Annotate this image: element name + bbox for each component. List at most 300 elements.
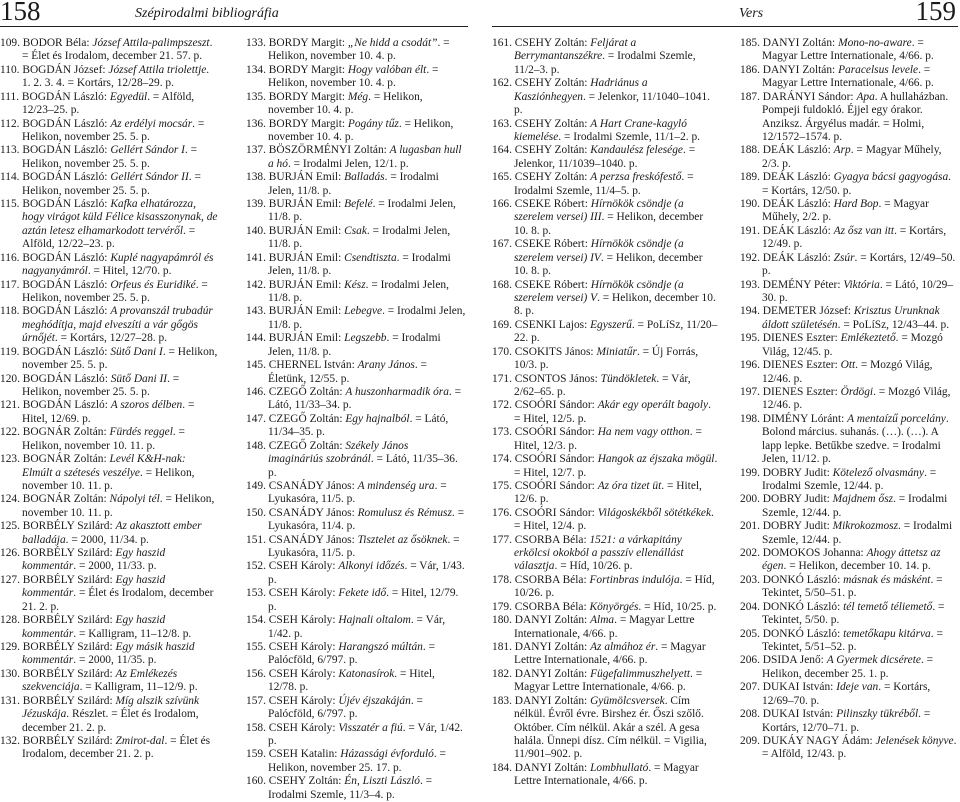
entry-title: Székely János imagináriús szobránál	[268, 439, 409, 466]
entry-source: . = Életünk, 12/55. p.	[268, 359, 427, 385]
entry-author: 152. CSEH Károly:	[246, 560, 339, 573]
right-page-number: 159	[915, 0, 956, 26]
entry-author: 146. CZEGŐ Zoltán:	[246, 385, 346, 398]
entry-title: temetőkapu kitárva	[843, 627, 931, 640]
entry-author: 189. DEÁK László:	[740, 171, 834, 184]
bibliography-entry	[492, 373, 718, 400]
bibliography-entry	[492, 426, 718, 453]
entry-source: . = Helikon, december 10. 14. p.	[783, 560, 931, 573]
entry-source: . = Új Forrás, 10/3. p.	[514, 345, 699, 372]
entry-title: A mentaízű porcelány	[847, 412, 946, 425]
entry-title: Kötelező olvasmány	[832, 466, 925, 479]
entry-source: . = Magyar Lettre Internationale, 4/66. p.	[762, 63, 934, 90]
entry-title: Tündökletek	[600, 372, 657, 385]
entry-author: 139. BURJÁN Emil:	[246, 198, 345, 211]
entry-author: 127. BORBÉLY Szilárd:	[0, 573, 116, 586]
entry-source: . = Helikon, november 25. 5. p.	[22, 372, 180, 398]
entry-author: 134. BORDY Margit:	[246, 63, 348, 76]
entry-author: 112. BOGDÁN László:	[0, 117, 111, 130]
bibliography-entry	[492, 77, 718, 117]
bibliography-entry	[0, 198, 218, 252]
entry-title: Házassági évforduló	[340, 748, 434, 761]
entry-author: 191. DEÁK László:	[740, 224, 834, 237]
entry-title: Egyszerű	[590, 318, 632, 331]
entry-title: Fürdés reggel	[109, 426, 173, 439]
bibliography-entry	[246, 118, 466, 145]
entry-source: . = Látó, 11/35–36. p.	[268, 453, 458, 479]
entry-source: . = Kortárs, 12/50. p.	[762, 171, 952, 197]
entry-author: 157. CSEH Károly:	[246, 694, 339, 707]
entry-author: 172. CSOÓRI Sándor:	[492, 399, 598, 412]
entry-source: . = Híd, 10/25. p.	[638, 600, 717, 613]
entry-author: 208. DUKAI István:	[740, 708, 837, 721]
entry-author: 205. DONKÓ László:	[740, 627, 844, 640]
entry-title: Zsúr	[833, 251, 855, 264]
entry-author: 178. CSORBA Béla:	[492, 573, 590, 586]
entry-author: 118. BOGDÁN László:	[0, 305, 111, 318]
entry-title: Egy haszid kommentár	[22, 573, 166, 600]
bibliography-entry	[0, 426, 218, 453]
bibliography-entry	[740, 628, 958, 655]
entry-title: Fekete idő	[338, 587, 387, 600]
entry-title: Jelenések könyve	[875, 734, 954, 747]
entry-author: 209. DUKÁY NAGY Ádám:	[740, 734, 876, 747]
entry-author: 207. DUKAI István:	[740, 681, 837, 694]
entry-author: 110. BOGDÁN József:	[0, 63, 109, 76]
bibliography-entry	[492, 641, 718, 668]
bibliography-entry	[246, 332, 466, 359]
bibliography-entry	[0, 547, 218, 574]
entry-source: . = Jelenkor, 11/1040–1041. p.	[514, 90, 711, 117]
entry-title: A provanszál trubadúr meghódítja, majd elveszíti a vár gőgös úrnőjét	[22, 305, 213, 345]
bibliography-entry	[0, 641, 218, 668]
entry-title: Lebegve	[344, 305, 383, 318]
entry-title: 1521: a várkapitány erkölcsi okokból a passzív ellenállást választja	[514, 533, 684, 573]
bibliography-entry	[246, 480, 466, 507]
bibliography-entry	[246, 413, 466, 440]
entry-author: 166. CSEKE Róbert:	[492, 198, 591, 211]
entry-source: . = Mozgó Világ, 12/46. p.	[762, 385, 951, 412]
entry-source: . = Helikon, november 10. 4. p.	[268, 117, 454, 143]
bibliography-entry	[246, 198, 466, 225]
entry-author: 141. BURJÁN Emil:	[246, 251, 345, 264]
entry-source: . = Híd, 10/26. p.	[514, 573, 715, 600]
bibliography-entry	[492, 668, 718, 695]
entry-author: 177. CSORBA Béla:	[492, 533, 590, 546]
bibliography-entry	[492, 198, 718, 238]
entry-title: Az akasztott ember balladája	[22, 520, 202, 546]
entry-author: 136. BORDY Margit:	[246, 117, 348, 130]
bibliography-entry	[0, 118, 218, 145]
bibliography-entry	[492, 171, 718, 198]
bibliography-entry	[740, 64, 958, 91]
entry-source: . = Irodalmi Jelen, 11/8. p.	[268, 198, 456, 224]
bibliography-entry	[246, 748, 466, 775]
entry-title: Pilinszky tükréből	[836, 708, 919, 721]
entry-source: . = 2000, 11/34. p.	[65, 533, 149, 546]
entry-title: Kandaulész felesége	[590, 144, 683, 157]
bibliography-entry	[0, 695, 218, 735]
entry-author: 150. CSANÁDY János:	[246, 506, 358, 519]
entry-source: . = Helikon, december 10. 8. p.	[514, 251, 703, 278]
entry-author: 204. DONKÓ László:	[740, 600, 844, 613]
entry-author: 163. CSEHY Zoltán:	[492, 117, 591, 130]
entry-source: . = Mozgó Világ, 12/45. p.	[762, 332, 943, 358]
entry-title: Mono-no-aware	[838, 37, 912, 49]
bibliography-entry	[246, 534, 466, 561]
entry-author: 195. DIENES Eszter:	[740, 332, 841, 345]
entry-author: 124. BOGNÁR Zoltán:	[0, 493, 110, 506]
entry-source: . = Hitel, 12/6. p.	[514, 479, 702, 506]
entry-author: 158. CSEH Károly:	[246, 721, 339, 734]
bibliography-entry	[492, 534, 718, 574]
entry-source: . = Látó, 11/34–35. p.	[268, 412, 449, 439]
entry-author: 185. DANYI Zoltán:	[740, 37, 839, 49]
entry-title: Ha nem vagy otthon	[597, 426, 690, 439]
entry-source: . = Helikon, november 25. 17. p.	[268, 748, 446, 774]
entry-source: . = Helikon, november 10. 4. p.	[268, 37, 450, 63]
bibliography-entry	[246, 641, 466, 668]
bibliography-entry	[246, 560, 466, 587]
entry-author: 181. DANYI Zoltán:	[492, 640, 591, 653]
entry-title: Hírnökök csöndje (a szerelem versei) III	[514, 198, 684, 224]
entry-author: 116. BOGDÁN László:	[0, 251, 111, 264]
entry-author: 128. BORBÉLY Szilárd:	[0, 614, 116, 627]
entry-source: . = Magyar Lettre Internationale, 4/66. p.	[514, 640, 706, 667]
bibliography-entry	[246, 359, 466, 386]
entry-title: Az almához ér	[590, 640, 656, 653]
entry-title: Gellért Sándor II	[110, 171, 189, 184]
bibliography-entry	[740, 601, 958, 628]
bibliography-entry	[0, 252, 218, 279]
entry-source: . = Kortárs, 12/49. p.	[762, 224, 947, 251]
entry-title: Viktória	[843, 278, 880, 291]
bibliography-entry	[740, 252, 958, 279]
entry-author: 109. BODOR Béla:	[0, 37, 93, 49]
entry-author: 167. CSEKE Róbert:	[492, 238, 591, 251]
bibliography-entry	[740, 520, 958, 547]
bibliography-entry	[492, 601, 718, 614]
bibliography-entry	[0, 64, 218, 91]
bibliography-entry	[740, 654, 958, 681]
bibliography-entry	[740, 681, 958, 708]
entry-source: . = Helikon, december 25. 1. p.	[762, 654, 934, 680]
entry-source: . = Helikon, november 25. 5. p.	[22, 144, 198, 170]
entry-source: . = Irodalmi Jelen, 11/8. p.	[268, 305, 466, 331]
entry-source: . = Vár, 2/62–65. p.	[514, 372, 691, 398]
entry-source: . = Irodalmi Jelen, 11/8. p.	[268, 278, 449, 305]
entry-title: Arp	[833, 144, 851, 157]
entry-title: Egyedül	[109, 90, 148, 103]
entry-author: 129. BORBÉLY Szilárd:	[0, 640, 116, 653]
entry-author: 200. DOBRY Judit:	[740, 493, 833, 506]
entry-source: . = Helikon, december 10. 8. p.	[514, 292, 716, 318]
entry-title: tél temető téliemető	[843, 600, 933, 613]
entry-title: Katonasírok	[338, 667, 395, 680]
entry-source: . = Hitel, 12/7. p.	[514, 453, 718, 479]
entry-author: 156. CSEH Károly:	[246, 667, 339, 680]
entry-author: 140. BURJÁN Emil:	[246, 224, 345, 237]
entry-source: . = Helikon, november 10. 11. p.	[22, 493, 215, 519]
entry-author: 176. CSOÓRI Sándor:	[492, 506, 598, 519]
entry-source: . Bolond március. suhanás. (…). (…). A lapp lepke. Betűkbe szedve. = Irodalmi Jelen, 11/12. p.	[762, 412, 949, 466]
bibliography-entry	[492, 695, 718, 762]
entry-author: 131. BORBÉLY Szilárd:	[0, 694, 116, 707]
entry-source: . = Irodalmi Szemle, 12/44. p.	[762, 520, 953, 546]
bibliography-entry	[492, 238, 718, 278]
entry-title: Apa	[856, 90, 875, 103]
entry-author: 187. DARÁNYI Sándor:	[740, 90, 857, 103]
bibliography-entry	[492, 279, 718, 319]
entry-source: . = Magyar Lettre Internationale, 4/66. p.	[762, 37, 934, 63]
entry-title: Zmirot-dal	[115, 734, 165, 747]
entry-author: 122. BOGNÁR Zoltán:	[0, 426, 110, 439]
entry-author: 160. CSEHY Zoltán:	[246, 775, 345, 788]
entry-author: 120. BOGDÁN László:	[0, 372, 111, 385]
entry-title: Gyümölcsversek	[590, 694, 665, 707]
bibliography-entry	[246, 252, 466, 279]
entry-source: . = Irodalmi Jelen, 12/1. p.	[287, 157, 409, 170]
entry-author: 162. CSEHY Zoltán:	[492, 77, 591, 90]
entry-title: Krisztus Urunknak áldott születésén	[762, 305, 940, 331]
bibliography-entry	[246, 507, 466, 534]
entry-title: Alkonyi időzés	[338, 560, 405, 573]
entry-title: Még	[347, 90, 369, 103]
entry-source: . = Irodalmi Szemle, 11/2–3. p.	[514, 50, 696, 76]
entry-title: Tisztelet az ősöknek	[357, 533, 448, 546]
entry-title: Világoskékből sötétkékek	[597, 506, 712, 519]
entry-author: 148. CZEGŐ Zoltán:	[246, 439, 346, 452]
bibliography-entry	[246, 279, 466, 306]
entry-author: 130. BORBÉLY Szilárd:	[0, 667, 116, 680]
entry-title: Lombhullató	[590, 761, 649, 774]
entry-source: . = Hitel, 12/78. p.	[268, 667, 435, 694]
left-page-number: 158	[0, 0, 41, 26]
bibliography-entry	[740, 386, 958, 413]
entry-author: 133. BORDY Margit:	[246, 37, 348, 49]
bibliography-entry	[492, 319, 718, 346]
entry-source: . = Kortárs, 12/69–70. p.	[762, 681, 931, 707]
bibliography-entry	[740, 198, 958, 225]
entry-source: . = Kortárs, 12/27–28. p.	[54, 332, 167, 345]
entry-source: . = Magyar Műhely, 2/2. p.	[762, 198, 929, 224]
entry-source: . = Irodalmi Szemle, 11/4–5. p.	[514, 171, 694, 197]
bibliography-entry	[740, 735, 958, 762]
entry-author: 194. DEMETER József:	[740, 305, 854, 318]
entry-author: 111. BOGDÁN László:	[0, 90, 110, 103]
bibliography-entry	[246, 722, 466, 749]
entry-source: . = 2000, 11/35. p.	[73, 654, 157, 667]
entry-title: Balladás	[344, 171, 385, 184]
left-page-header	[0, 0, 468, 27]
entry-title: Romulusz és Rémusz	[357, 506, 452, 519]
entry-author: 174. CSOÓRI Sándor:	[492, 453, 598, 466]
entry-title: Ördögi	[840, 385, 874, 398]
entry-source: . = Hitel, 12/5. p.	[514, 399, 711, 425]
entry-source: . Részlet. = Élet és Irodalom, december 21. 2. p.	[22, 708, 199, 734]
entry-title: Csendtiszta	[344, 251, 397, 264]
entry-source: . = Irodalmi Szemle, 12/44. p.	[762, 493, 948, 519]
bibliography-entry	[492, 399, 718, 426]
bibliography-column-1	[0, 37, 218, 762]
entry-source: . Cím nélkül. Évről évre. Birshez ér. Őszi szőlő. Október. Cím nélkül. Akár a szél. A gesa halála. Ünnepi dísz. Cím nélkül. = Vigilia, 11/901–902. p.	[514, 694, 707, 761]
entry-title: A perzsa freskófestő	[590, 171, 682, 184]
entry-source: . = Hitel, 12/69. p.	[22, 399, 195, 425]
entry-author: 117. BOGDÁN László:	[0, 278, 111, 291]
entry-source: . = Hitel, 12/79. p.	[268, 587, 459, 613]
entry-author: 137. BÖSZÖRMÉNYI Zoltán:	[246, 144, 390, 157]
right-page-header	[492, 0, 958, 27]
entry-title: Könyörgés	[589, 600, 639, 613]
entry-title: Gyagya bácsi gagyogása	[833, 171, 949, 184]
bibliography-entry	[0, 453, 218, 493]
left-running-title: Szépirodalmi bibliográfia	[135, 6, 279, 21]
entry-author: 142. BURJÁN Emil:	[246, 278, 345, 291]
entry-author: 121. BOGDÁN László:	[0, 399, 111, 412]
entry-source: . = Alföld, 12/23–25. p.	[22, 90, 195, 117]
entry-author: 190. DEÁK László:	[740, 198, 834, 211]
bibliography-entry	[492, 574, 718, 601]
entry-author: 175. CSOÓRI Sándor:	[492, 479, 598, 492]
bibliography-entry	[740, 305, 958, 332]
entry-title: Az Emlékezés szekvenciája	[22, 667, 178, 694]
bibliography-entry	[246, 144, 466, 171]
entry-source: . = Helikon, november 10. 4. p.	[268, 90, 423, 117]
entry-title: Visszatér a fiú	[338, 721, 403, 734]
entry-title: Az óra tizet üt	[597, 479, 662, 492]
entry-source: . = Tekintet, 5/50. p.	[762, 600, 945, 627]
entry-author: 202. DOMOKOS Johanna:	[740, 547, 867, 560]
entry-title: Egy haszid kommentár	[22, 614, 166, 640]
entry-author: 159. CSEH Katalin:	[246, 748, 341, 761]
bibliography-entry	[740, 574, 958, 601]
entry-source: . = Tekintet, 5/51–52. p.	[762, 627, 943, 653]
bibliography-entry	[246, 171, 466, 198]
entry-source: . = Vár, 1/43. p.	[268, 560, 465, 586]
entry-title: Pogány tűz	[347, 117, 399, 130]
entry-author: 165. CSEHY Zoltán:	[492, 171, 591, 184]
entry-source: . 1. 2. 3. 4. = Kortárs, 12/28–29. p.	[22, 63, 210, 90]
entry-title: A szoros délben	[110, 399, 183, 412]
entry-author: 198. DIMÉNY Lóránt:	[740, 412, 848, 425]
bibliography-entry	[0, 305, 218, 345]
entry-source: . = Lyukasóra, 11/4. p.	[268, 506, 465, 533]
entry-source: . = Helikon, november 25. 5. p.	[22, 345, 218, 372]
entry-title: Egy haszid kommentár	[22, 547, 166, 573]
entry-author: 182. DANYI Zoltán:	[492, 667, 591, 680]
entry-source: . = Élet és Irodalom, december 21. 57. p.	[22, 37, 213, 63]
entry-title: József Attila triolettje	[108, 63, 207, 76]
entry-title: „Ne hidd a csodát”	[347, 37, 438, 49]
bibliography-entry	[0, 520, 218, 547]
entry-source: . = Helikon, november 25. 5. p.	[22, 171, 201, 197]
bibliography-entry	[492, 37, 718, 77]
bibliography-entry	[0, 91, 218, 118]
entry-author: 151. CSANÁDY János:	[246, 533, 358, 546]
bibliography-entry	[740, 91, 958, 145]
entry-title: Levél K&H-nak: Elmúlt a szétesés veszélye	[22, 453, 186, 479]
entry-source: . = Vár, 1/42. p.	[268, 721, 463, 747]
entry-source: . = Hitel, 12/3. p.	[514, 426, 702, 452]
entry-author: 201. DOBRY Judit:	[740, 520, 833, 533]
entry-author: 144. BURJÁN Emil:	[246, 332, 345, 345]
entry-title: Fortinbras indulója	[589, 573, 680, 586]
entry-author: 206. DSIDA Jenő:	[740, 654, 827, 667]
entry-author: 113. BOGDÁN László:	[0, 144, 111, 157]
bibliography-entry	[246, 668, 466, 695]
entry-title: József Attila-palimpszeszt	[92, 37, 210, 49]
bibliography-entry	[492, 507, 718, 534]
entry-title: Én, Liszti László	[344, 775, 420, 788]
entry-source: . = Híd, 10/26. p.	[554, 560, 633, 573]
entry-author: 193. DEMÉNY Péter:	[740, 278, 844, 291]
entry-author: 123. BOGNÁR Zoltán:	[0, 453, 110, 466]
entry-title: Ott	[840, 359, 856, 372]
bibliography-entry	[740, 279, 958, 306]
bibliography-entry	[492, 453, 718, 480]
bibliography-entry	[0, 614, 218, 641]
bibliography-entry	[246, 37, 466, 64]
entry-title: Az ősz van itt	[833, 224, 895, 237]
entry-source: . = Kalligram, 11–12/8. p.	[73, 627, 192, 640]
entry-title: Befelé	[344, 198, 373, 211]
entry-author: 203. DONKÓ László:	[740, 573, 844, 586]
entry-source: . = PoLíSz, 11/20–22. p.	[514, 318, 718, 345]
bibliography-entry	[740, 359, 958, 386]
right-running-title: Vers	[739, 6, 764, 21]
entry-title: A mindenség ura	[357, 479, 435, 492]
bibliography-entry	[740, 171, 958, 198]
bibliography-entry	[740, 144, 958, 171]
entry-author: 164. CSEHY Zoltán:	[492, 144, 591, 157]
entry-source: . = Alföld, 12/43. p.	[762, 734, 957, 761]
entry-author: 132. BORBÉLY Szilárd:	[0, 734, 116, 747]
entry-source: . = Irodalmi Szemle, 12/44. p.	[762, 466, 937, 492]
entry-author: 180. DANYI Zoltán:	[492, 614, 591, 627]
entry-title: Hard Bop	[833, 198, 879, 211]
bibliography-column-4	[740, 37, 958, 762]
bibliography-entry	[492, 480, 718, 507]
entry-source: . = Palócföld, 6/797. p.	[268, 694, 423, 721]
entry-title: Miniatűr	[596, 345, 637, 358]
entry-title: A lugasban hull a hó	[268, 144, 462, 170]
entry-title: Ahogy áttetsz az égen	[762, 547, 941, 573]
bibliography-entry	[492, 762, 718, 789]
entry-source: . = Vár, 1/42. p.	[268, 614, 446, 640]
entry-author: 188. DEÁK László:	[740, 144, 834, 157]
entry-title: Paracelsus levele	[838, 63, 919, 76]
bibliography-entry	[0, 735, 218, 762]
entry-source: . = Lyukasóra, 11/5. p.	[268, 479, 447, 506]
entry-title: Majdnem ősz	[832, 493, 894, 506]
bibliography-entry	[0, 399, 218, 426]
entry-source: . = 2000, 11/33. p.	[73, 560, 157, 573]
entry-source: . = Lyukasóra, 11/5. p.	[268, 533, 460, 560]
entry-author: 115. BOGDÁN László:	[0, 198, 111, 211]
entry-source: . = Hitel, 12/4. p.	[514, 506, 714, 533]
entry-source: . = Irodalmi Jelen, 11/8. p.	[268, 251, 451, 278]
entry-source: . = Irodalmi Jelen, 11/8. p.	[268, 332, 441, 358]
entry-source: . = Élet és Irodalom, december 21. 2. p.	[22, 734, 211, 761]
entry-source: . = Magyar Lettre Internationale, 4/66. p.	[514, 667, 703, 694]
entry-title: Hírnökök csöndje (a szerelem versei) IV	[514, 238, 684, 264]
entry-title: Hogy valóban élt	[347, 63, 427, 76]
entry-author: 186. DANYI Zoltán:	[740, 63, 839, 76]
entry-title: Orfeus és Euridiké	[110, 278, 196, 291]
entry-title: A Gyermek dicsérete	[826, 654, 921, 667]
entry-title: Arany János	[357, 359, 415, 372]
entry-title: Kész	[344, 278, 366, 291]
